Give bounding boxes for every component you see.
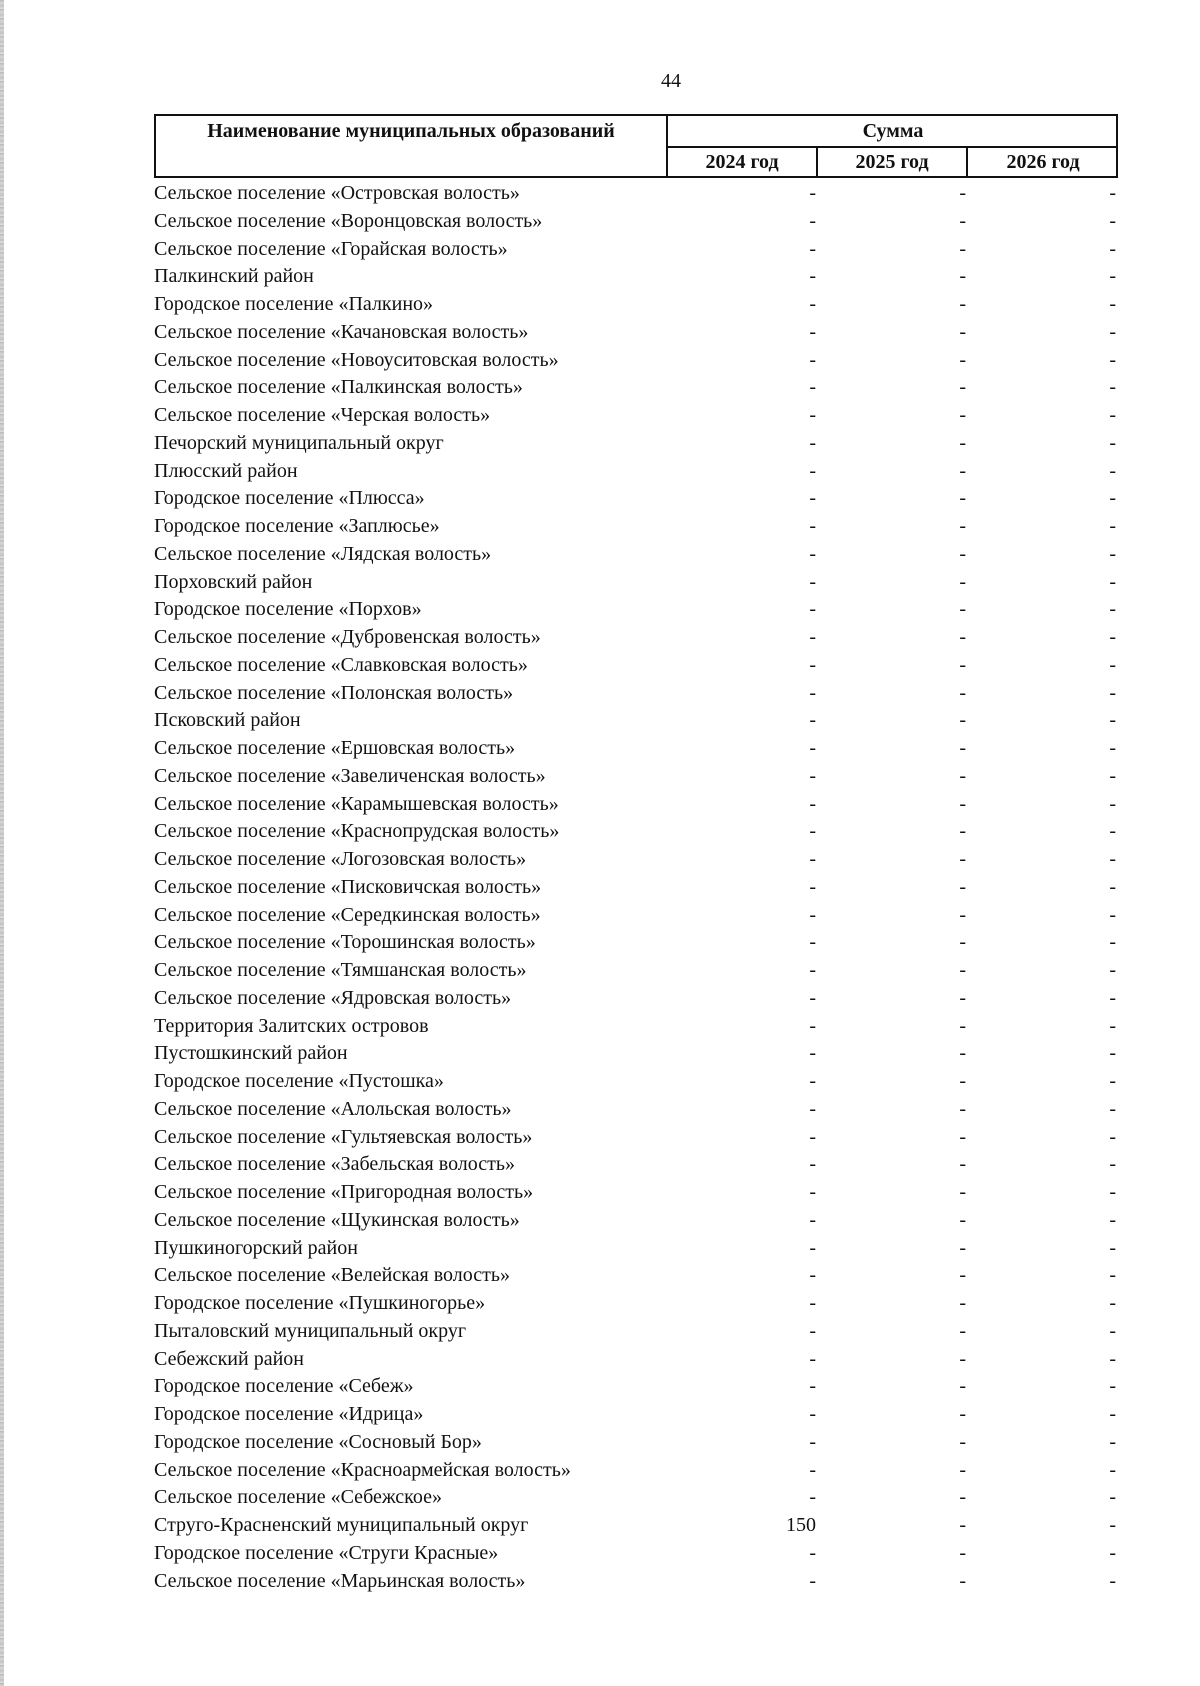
table-row bbox=[154, 1290, 1118, 1318]
value-2026: - bbox=[1109, 293, 1116, 315]
value-2025: - bbox=[959, 431, 966, 454]
row-name: Пустошкинский район bbox=[154, 1042, 348, 1065]
value-2025: - bbox=[959, 848, 966, 870]
value-2025: - bbox=[959, 1319, 966, 1342]
value-2025: - bbox=[959, 1181, 966, 1203]
row-name: Псковский район bbox=[154, 709, 301, 732]
value-2024: - bbox=[809, 1319, 816, 1342]
table-row bbox=[154, 1429, 1118, 1457]
header-year-2025: 2025 год bbox=[818, 148, 968, 176]
value-2026: - bbox=[1109, 598, 1116, 621]
value-2024: - bbox=[809, 1264, 816, 1287]
row-name: Сельское поселение «Велейская волость» bbox=[154, 1264, 511, 1287]
row-name: Пушкиногорский район bbox=[154, 1236, 358, 1259]
row-name: Городское поселение «Пушкиногорье» bbox=[154, 1292, 486, 1314]
value-2024: - bbox=[809, 986, 816, 1009]
value-2026: - bbox=[1109, 1236, 1116, 1259]
table-row bbox=[154, 652, 1118, 680]
row-name: Сельское поселение «Славковская волость» bbox=[154, 653, 528, 676]
value-2026: - bbox=[1109, 931, 1116, 954]
row-name: Сельское поселение «Островская волость» bbox=[154, 182, 520, 204]
row-name: Порховский район bbox=[154, 570, 313, 593]
value-2025: - bbox=[959, 1153, 966, 1176]
value-2025: - bbox=[959, 1042, 966, 1065]
value-2025: - bbox=[959, 959, 966, 981]
value-2025: - bbox=[959, 320, 966, 343]
table-row bbox=[154, 1318, 1118, 1346]
value-2024: - bbox=[809, 515, 816, 537]
row-name: Сельское поселение «Черская волость» bbox=[154, 404, 491, 426]
value-2026: - bbox=[1109, 903, 1116, 926]
value-2026: - bbox=[1109, 320, 1116, 343]
value-2026: - bbox=[1109, 1347, 1116, 1370]
value-2025: - bbox=[959, 986, 966, 1009]
row-name: Городское поселение «Себеж» bbox=[154, 1375, 414, 1398]
value-2024: - bbox=[809, 737, 816, 759]
table-row bbox=[154, 1484, 1118, 1512]
value-2024: - bbox=[809, 1208, 816, 1231]
value-2024: - bbox=[809, 820, 816, 843]
value-2025: - bbox=[959, 737, 966, 759]
value-2026: - bbox=[1109, 209, 1116, 232]
value-2024: - bbox=[809, 1153, 816, 1176]
value-2026: - bbox=[1109, 431, 1116, 454]
value-2025: - bbox=[959, 792, 966, 815]
row-name: Городское поселение «Плюсса» bbox=[154, 487, 425, 510]
value-2025: - bbox=[959, 626, 966, 648]
value-2024: - bbox=[809, 1347, 816, 1370]
value-2024: - bbox=[809, 653, 816, 676]
table-row bbox=[154, 791, 1118, 819]
table-row bbox=[154, 763, 1118, 791]
value-2025: - bbox=[959, 1569, 966, 1592]
row-name: Городское поселение «Порхов» bbox=[154, 598, 422, 621]
page-number: 44 bbox=[661, 70, 681, 92]
row-name: Палкинский район bbox=[154, 265, 314, 288]
value-2024: - bbox=[809, 542, 816, 565]
value-2024: - bbox=[809, 1236, 816, 1259]
table-row bbox=[154, 236, 1118, 264]
value-2026: - bbox=[1109, 1541, 1116, 1564]
value-2026: - bbox=[1109, 737, 1116, 759]
value-2025: - bbox=[959, 293, 966, 315]
value-2024: - bbox=[809, 1458, 816, 1481]
row-name: Сельское поселение «Алольская волость» bbox=[154, 1097, 512, 1120]
header-year-2024: 2024 год bbox=[668, 148, 818, 176]
table-row bbox=[154, 569, 1118, 597]
value-2026: - bbox=[1109, 764, 1116, 787]
value-2024: - bbox=[809, 709, 816, 732]
value-2024: - bbox=[809, 1403, 816, 1425]
row-name: Сельское поселение «Логозовская волость» bbox=[154, 848, 527, 870]
table-row bbox=[154, 430, 1118, 458]
table-row bbox=[154, 1068, 1118, 1096]
value-2026: - bbox=[1109, 1403, 1116, 1425]
row-name: Сельское поселение «Дубровенская волость» bbox=[154, 626, 541, 648]
value-2024: - bbox=[809, 1125, 816, 1148]
value-2026: - bbox=[1109, 875, 1116, 898]
value-2024: - bbox=[809, 1541, 816, 1564]
table-row bbox=[154, 1401, 1118, 1429]
value-2025: - bbox=[959, 820, 966, 843]
table-row bbox=[154, 902, 1118, 930]
table-body bbox=[154, 180, 1118, 1595]
row-name: Сельское поселение «Новоуситовская волость» bbox=[154, 348, 559, 371]
value-2026: - bbox=[1109, 792, 1116, 815]
value-2026: - bbox=[1109, 459, 1116, 482]
row-name: Сельское поселение «Палкинская волость» bbox=[154, 376, 523, 399]
value-2025: - bbox=[959, 931, 966, 954]
value-2025: - bbox=[959, 598, 966, 621]
value-2024: - bbox=[809, 1097, 816, 1120]
value-2026: - bbox=[1109, 1430, 1116, 1453]
value-2024: - bbox=[809, 570, 816, 593]
table-row bbox=[154, 291, 1118, 319]
table-row bbox=[154, 458, 1118, 486]
value-2026: - bbox=[1109, 986, 1116, 1009]
table-row bbox=[154, 541, 1118, 569]
value-2025: - bbox=[959, 1541, 966, 1564]
value-2024: - bbox=[809, 1014, 816, 1037]
table-row bbox=[154, 1540, 1118, 1568]
table-row bbox=[154, 1235, 1118, 1263]
header-name-column: Наименование муниципальных образований bbox=[156, 116, 668, 176]
value-2026: - bbox=[1109, 1097, 1116, 1120]
table-row bbox=[154, 1512, 1118, 1540]
value-2025: - bbox=[959, 1347, 966, 1370]
row-name: Сельское поселение «Завеличенская волость» bbox=[154, 764, 546, 787]
value-2025: - bbox=[959, 459, 966, 482]
value-2026: - bbox=[1109, 487, 1116, 510]
value-2024: - bbox=[809, 1042, 816, 1065]
value-2026: - bbox=[1109, 1153, 1116, 1176]
value-2025: - bbox=[959, 1097, 966, 1120]
value-2024: - bbox=[809, 1430, 816, 1453]
value-2025: - bbox=[959, 1458, 966, 1481]
value-2024: - bbox=[809, 792, 816, 815]
value-2024: - bbox=[809, 626, 816, 648]
value-2024: - bbox=[809, 931, 816, 954]
row-name: Пыталовский муниципальный округ bbox=[154, 1319, 467, 1342]
row-name: Городское поселение «Струги Красные» bbox=[154, 1541, 499, 1564]
value-2024: - bbox=[809, 376, 816, 399]
row-name: Сельское поселение «Красноармейская волость» bbox=[154, 1458, 571, 1481]
value-2024: - bbox=[809, 293, 816, 315]
table-row bbox=[154, 707, 1118, 735]
value-2025: - bbox=[959, 1514, 966, 1536]
table-row bbox=[154, 1124, 1118, 1152]
value-2024: - bbox=[809, 209, 816, 232]
row-name: Сельское поселение «Середкинская волость» bbox=[154, 903, 541, 926]
value-2026: - bbox=[1109, 709, 1116, 732]
row-name: Сельское поселение «Полонская волость» bbox=[154, 681, 514, 704]
table-row bbox=[154, 929, 1118, 957]
scan-edge bbox=[0, 0, 4, 1686]
table-row bbox=[154, 957, 1118, 985]
table-row bbox=[154, 1151, 1118, 1179]
value-2025: - bbox=[959, 681, 966, 704]
table-row bbox=[154, 735, 1118, 763]
value-2025: - bbox=[959, 653, 966, 676]
value-2024: - bbox=[809, 764, 816, 787]
row-name: Сельское поселение «Забельская волость» bbox=[154, 1153, 516, 1176]
table-row bbox=[154, 1207, 1118, 1235]
value-2025: - bbox=[959, 182, 966, 204]
table-row bbox=[154, 1568, 1118, 1596]
value-2025: - bbox=[959, 1292, 966, 1314]
value-2026: - bbox=[1109, 1375, 1116, 1398]
value-2025: - bbox=[959, 875, 966, 898]
table-row bbox=[154, 485, 1118, 513]
row-name: Городское поселение «Пустошка» bbox=[154, 1070, 444, 1092]
header-year-2026: 2026 год bbox=[1006, 151, 1080, 173]
table-row bbox=[154, 1262, 1118, 1290]
value-2025: - bbox=[959, 1125, 966, 1148]
table-row bbox=[154, 374, 1118, 402]
value-2024: - bbox=[809, 459, 816, 482]
table-header bbox=[154, 114, 1118, 178]
row-name: Сельское поселение «Краснопрудская волость» bbox=[154, 820, 560, 843]
value-2026: - bbox=[1109, 848, 1116, 870]
value-2024: - bbox=[809, 348, 816, 371]
value-2026: - bbox=[1109, 348, 1116, 371]
table-row bbox=[154, 1457, 1118, 1485]
value-2025: - bbox=[959, 1486, 966, 1509]
value-2024: - bbox=[809, 959, 816, 981]
row-name: Сельское поселение «Писковичская волость» bbox=[154, 875, 542, 898]
header-sum: Сумма bbox=[668, 116, 1118, 148]
value-2025: - bbox=[959, 764, 966, 787]
table-row bbox=[154, 1346, 1118, 1374]
value-2025: - bbox=[959, 515, 966, 537]
value-2025: - bbox=[959, 1430, 966, 1453]
value-2026: - bbox=[1109, 1514, 1116, 1536]
value-2024: - bbox=[809, 1070, 816, 1092]
row-name: Сельское поселение «Лядская волость» bbox=[154, 542, 492, 565]
value-2024: - bbox=[809, 681, 816, 704]
row-name: Сельское поселение «Щукинская волость» bbox=[154, 1208, 520, 1231]
table-row bbox=[154, 1373, 1118, 1401]
value-2024: - bbox=[809, 265, 816, 288]
value-2026: - bbox=[1109, 570, 1116, 593]
table-row bbox=[154, 596, 1118, 624]
value-2025: - bbox=[959, 376, 966, 399]
row-name: Сельское поселение «Ершовская волость» bbox=[154, 737, 516, 759]
value-2026: - bbox=[1109, 820, 1116, 843]
value-2024: - bbox=[809, 404, 816, 426]
value-2025: - bbox=[959, 209, 966, 232]
table-row bbox=[154, 818, 1118, 846]
value-2025: - bbox=[959, 570, 966, 593]
table-row bbox=[154, 319, 1118, 347]
value-2024: - bbox=[809, 1181, 816, 1203]
value-2024: - bbox=[809, 320, 816, 343]
row-name: Сельское поселение «Гультяевская волость» bbox=[154, 1125, 533, 1148]
row-name: Сельское поселение «Тямшанская волость» bbox=[154, 959, 527, 981]
row-name: Сельское поселение «Марьинская волость» bbox=[154, 1569, 526, 1592]
table-row bbox=[154, 1040, 1118, 1068]
table-row bbox=[154, 263, 1118, 291]
row-name: Себежский район bbox=[154, 1347, 304, 1370]
value-2024: - bbox=[809, 598, 816, 621]
value-2025: - bbox=[959, 1264, 966, 1287]
row-name: Городское поселение «Заплюсье» bbox=[154, 515, 440, 537]
value-2025: - bbox=[959, 1014, 966, 1037]
row-name: Сельское поселение «Карамышевская волость» bbox=[154, 792, 559, 815]
value-2026: - bbox=[1109, 542, 1116, 565]
value-2026: - bbox=[1109, 1292, 1116, 1314]
value-2025: - bbox=[959, 1403, 966, 1425]
value-2026: - bbox=[1109, 1208, 1116, 1231]
value-2025: - bbox=[959, 1236, 966, 1259]
row-name: Сельское поселение «Пригородная волость» bbox=[154, 1181, 534, 1203]
value-2026: - bbox=[1109, 1458, 1116, 1481]
table-row bbox=[154, 1179, 1118, 1207]
value-2025: - bbox=[959, 709, 966, 732]
table-row bbox=[154, 1013, 1118, 1041]
row-name: Городское поселение «Сосновый Бор» bbox=[154, 1430, 482, 1453]
value-2026: - bbox=[1109, 959, 1116, 981]
row-name: Плюсский район bbox=[154, 459, 298, 482]
value-2025: - bbox=[959, 542, 966, 565]
value-2026: - bbox=[1109, 681, 1116, 704]
value-2026: - bbox=[1109, 265, 1116, 288]
row-name: Территория Залитских островов bbox=[154, 1014, 429, 1037]
value-2026: - bbox=[1109, 237, 1116, 260]
row-name: Печорский муниципальный округ bbox=[154, 431, 444, 454]
value-2026: - bbox=[1109, 1125, 1116, 1148]
value-2026: - bbox=[1109, 1319, 1116, 1342]
value-2026: - bbox=[1109, 1014, 1116, 1037]
value-2026: - bbox=[1109, 1569, 1116, 1592]
value-2026: - bbox=[1109, 626, 1116, 648]
value-2025: - bbox=[959, 903, 966, 926]
table-row bbox=[154, 513, 1118, 541]
value-2024: - bbox=[809, 1292, 816, 1314]
row-name: Сельское поселение «Качановская волость» bbox=[154, 320, 529, 343]
value-2025: - bbox=[959, 348, 966, 371]
table-row bbox=[154, 402, 1118, 430]
value-2024: - bbox=[809, 1486, 816, 1509]
value-2026: - bbox=[1109, 1486, 1116, 1509]
value-2024: - bbox=[809, 237, 816, 260]
value-2026: - bbox=[1109, 182, 1116, 204]
row-name: Сельское поселение «Горайская волость» bbox=[154, 237, 508, 260]
row-name: Городское поселение «Идрица» bbox=[154, 1403, 424, 1425]
value-2026: - bbox=[1109, 1181, 1116, 1203]
value-2026: - bbox=[1109, 653, 1116, 676]
value-2024: - bbox=[809, 903, 816, 926]
value-2024: - bbox=[809, 848, 816, 870]
table-row bbox=[154, 624, 1118, 652]
table-row bbox=[154, 180, 1118, 208]
value-2024: - bbox=[809, 487, 816, 510]
value-2026: - bbox=[1109, 1070, 1116, 1092]
value-2025: - bbox=[959, 487, 966, 510]
value-2024: - bbox=[809, 875, 816, 898]
table-row bbox=[154, 680, 1118, 708]
value-2024: - bbox=[809, 431, 816, 454]
row-name: Сельское поселение «Себежское» bbox=[154, 1486, 443, 1509]
table-row bbox=[154, 1096, 1118, 1124]
table-row bbox=[154, 208, 1118, 236]
table-row bbox=[154, 347, 1118, 375]
row-name: Сельское поселение «Воронцовская волость» bbox=[154, 209, 543, 232]
value-2025: - bbox=[959, 237, 966, 260]
value-2024: - bbox=[809, 1569, 816, 1592]
value-2025: - bbox=[959, 265, 966, 288]
value-2026: - bbox=[1109, 404, 1116, 426]
value-2025: - bbox=[959, 1208, 966, 1231]
table-row bbox=[154, 846, 1118, 874]
value-2025: - bbox=[959, 1375, 966, 1398]
row-name: Струго-Красненский муниципальный округ bbox=[154, 1514, 529, 1536]
value-2024: 150 bbox=[786, 1514, 816, 1536]
value-2026: - bbox=[1109, 1042, 1116, 1065]
table-row bbox=[154, 874, 1118, 902]
value-2026: - bbox=[1109, 376, 1116, 399]
value-2026: - bbox=[1109, 1264, 1116, 1287]
table-row bbox=[154, 985, 1118, 1013]
value-2025: - bbox=[959, 1070, 966, 1092]
value-2025: - bbox=[959, 404, 966, 426]
value-2026: - bbox=[1109, 515, 1116, 537]
row-name: Сельское поселение «Ядровская волость» bbox=[154, 986, 512, 1009]
row-name: Сельское поселение «Торошинская волость» bbox=[154, 931, 536, 954]
value-2024: - bbox=[809, 182, 816, 204]
row-name: Городское поселение «Палкино» bbox=[154, 293, 434, 315]
value-2024: - bbox=[809, 1375, 816, 1398]
